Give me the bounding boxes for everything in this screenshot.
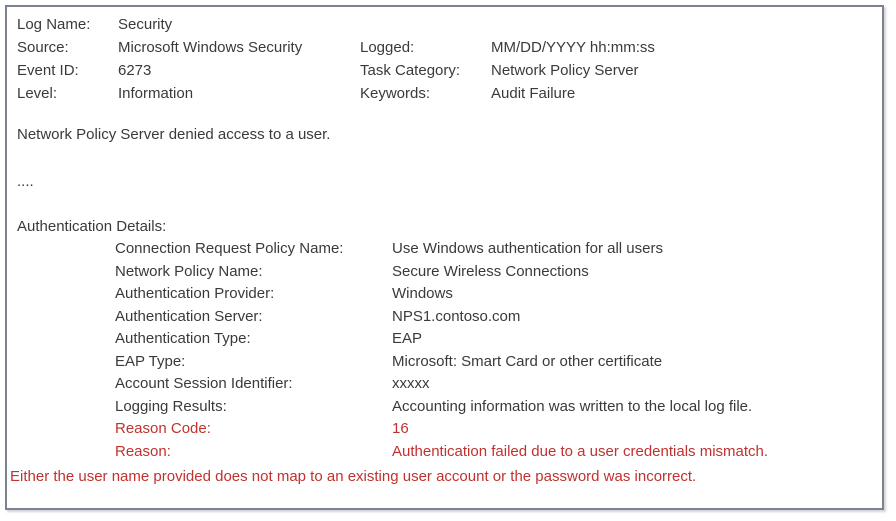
detail-value: Use Windows authentication for all users bbox=[392, 240, 663, 257]
detail-row-authentication-provider bbox=[115, 283, 870, 306]
detail-value: Accounting information was written to the local log file. bbox=[392, 397, 753, 415]
log-name-value: Security bbox=[118, 16, 173, 33]
source-label: Source: bbox=[17, 39, 69, 56]
task-category-label: Task Category: bbox=[360, 62, 461, 79]
event-id-value: 6273 bbox=[118, 62, 152, 79]
detail-value: EAP bbox=[392, 330, 423, 347]
source-value: Microsoft Windows Security bbox=[118, 39, 303, 56]
detail-label: Authentication Provider: bbox=[115, 285, 275, 302]
header-row-log-name bbox=[17, 13, 870, 36]
event-header bbox=[17, 13, 870, 105]
auth-details-list bbox=[115, 238, 870, 463]
detail-row-authentication-type bbox=[115, 328, 870, 351]
detail-value: xxxxx bbox=[392, 375, 430, 392]
detail-row-account-session-identifier bbox=[115, 373, 870, 396]
log-name-label: Log Name: bbox=[17, 16, 91, 33]
event-log-box bbox=[5, 5, 884, 510]
event-id-label: Event ID: bbox=[17, 62, 79, 79]
detail-label: Authentication Type: bbox=[115, 330, 251, 347]
keywords-label: Keywords: bbox=[360, 85, 431, 102]
logged-value: MM/DD/YYYY hh:mm:ss bbox=[491, 39, 655, 56]
task-category-value: Network Policy Server bbox=[491, 62, 639, 79]
detail-value: 16 bbox=[392, 420, 409, 437]
detail-row-reason bbox=[115, 441, 870, 464]
detail-row-logging-results bbox=[115, 396, 870, 419]
auth-details-title: Authentication Details: bbox=[17, 218, 167, 235]
header-row-level bbox=[17, 82, 870, 105]
detail-label: Connection Request Policy Name: bbox=[115, 240, 344, 257]
detail-value: Windows bbox=[392, 285, 453, 302]
detail-label: Authentication Server: bbox=[115, 307, 263, 325]
ellipsis-line: .... bbox=[17, 173, 34, 190]
detail-value: Authentication failed due to a user credentials mismatch. bbox=[392, 442, 769, 460]
detail-label: Account Session Identifier: bbox=[115, 375, 293, 392]
detail-label: Logging Results: bbox=[115, 397, 227, 415]
event-description: Network Policy Server denied access to a user. bbox=[17, 126, 331, 143]
detail-row-eap-type bbox=[115, 351, 870, 374]
logged-label: Logged: bbox=[360, 39, 415, 56]
detail-label: EAP Type: bbox=[115, 352, 186, 370]
level-label: Level: bbox=[17, 85, 58, 102]
detail-row-connection-request-policy bbox=[115, 238, 870, 261]
detail-value: NPS1.contoso.com bbox=[392, 307, 521, 325]
level-value: Information bbox=[118, 85, 194, 102]
detail-row-reason-code bbox=[115, 418, 870, 441]
detail-row-authentication-server bbox=[115, 306, 870, 329]
detail-row-network-policy-name bbox=[115, 261, 870, 284]
detail-label: Network Policy Name: bbox=[115, 262, 263, 280]
header-row-event-id bbox=[17, 59, 870, 82]
keywords-value: Audit Failure bbox=[491, 85, 576, 102]
detail-value: Secure Wireless Connections bbox=[392, 262, 589, 280]
detail-value: Microsoft: Smart Card or other certificate bbox=[392, 352, 663, 370]
detail-label: Reason: bbox=[115, 442, 171, 460]
detail-label: Reason Code: bbox=[115, 420, 211, 437]
error-explanation-note: Either the user name provided does not map to an existing user account or the password was incorrect. bbox=[10, 468, 697, 485]
header-row-source bbox=[17, 36, 870, 59]
